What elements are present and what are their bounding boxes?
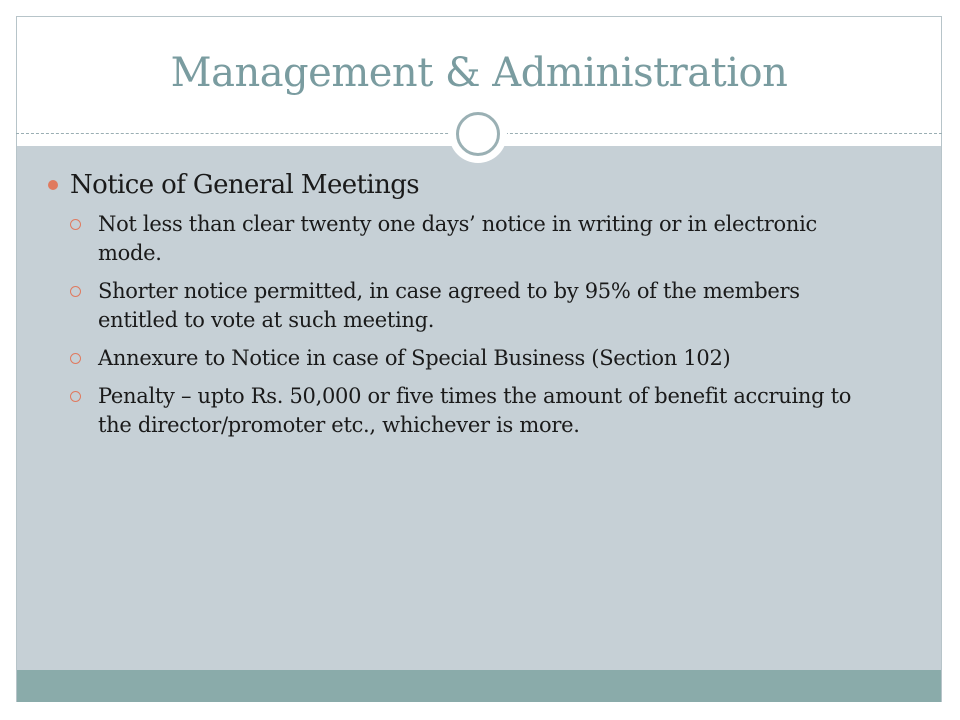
slide-title: Management & Administration — [170, 50, 788, 96]
slide-content — [48, 170, 908, 449]
ring-bullet-icon — [70, 286, 81, 297]
footer-band — [17, 670, 941, 702]
list-item — [48, 277, 908, 335]
list-item-text: Shorter notice permitted, in case agreed to by 95% of the members entitled to vote at such meeting. — [98, 279, 800, 332]
list-item — [48, 210, 908, 268]
ring-bullet-icon — [70, 219, 81, 230]
divider-ring-icon — [456, 112, 500, 156]
main-bullet-text: Notice of General Meetings — [70, 170, 420, 200]
ring-bullet-icon — [70, 353, 81, 364]
sub-bullet-list — [48, 210, 908, 440]
list-item — [48, 382, 908, 440]
main-bullet — [48, 170, 908, 200]
list-item-text: Penalty – upto Rs. 50,000 or five times the amount of benefit accruing to the director/promoter etc., whichever is more. — [98, 384, 852, 437]
list-item-text: Annexure to Notice in case of Special Business (Section 102) — [98, 346, 731, 370]
list-item — [48, 344, 908, 373]
filled-bullet-icon — [48, 180, 58, 190]
list-item-text: Not less than clear twenty one days’ notice in writing or in electronic mode. — [98, 212, 817, 265]
ring-bullet-icon — [70, 391, 81, 402]
